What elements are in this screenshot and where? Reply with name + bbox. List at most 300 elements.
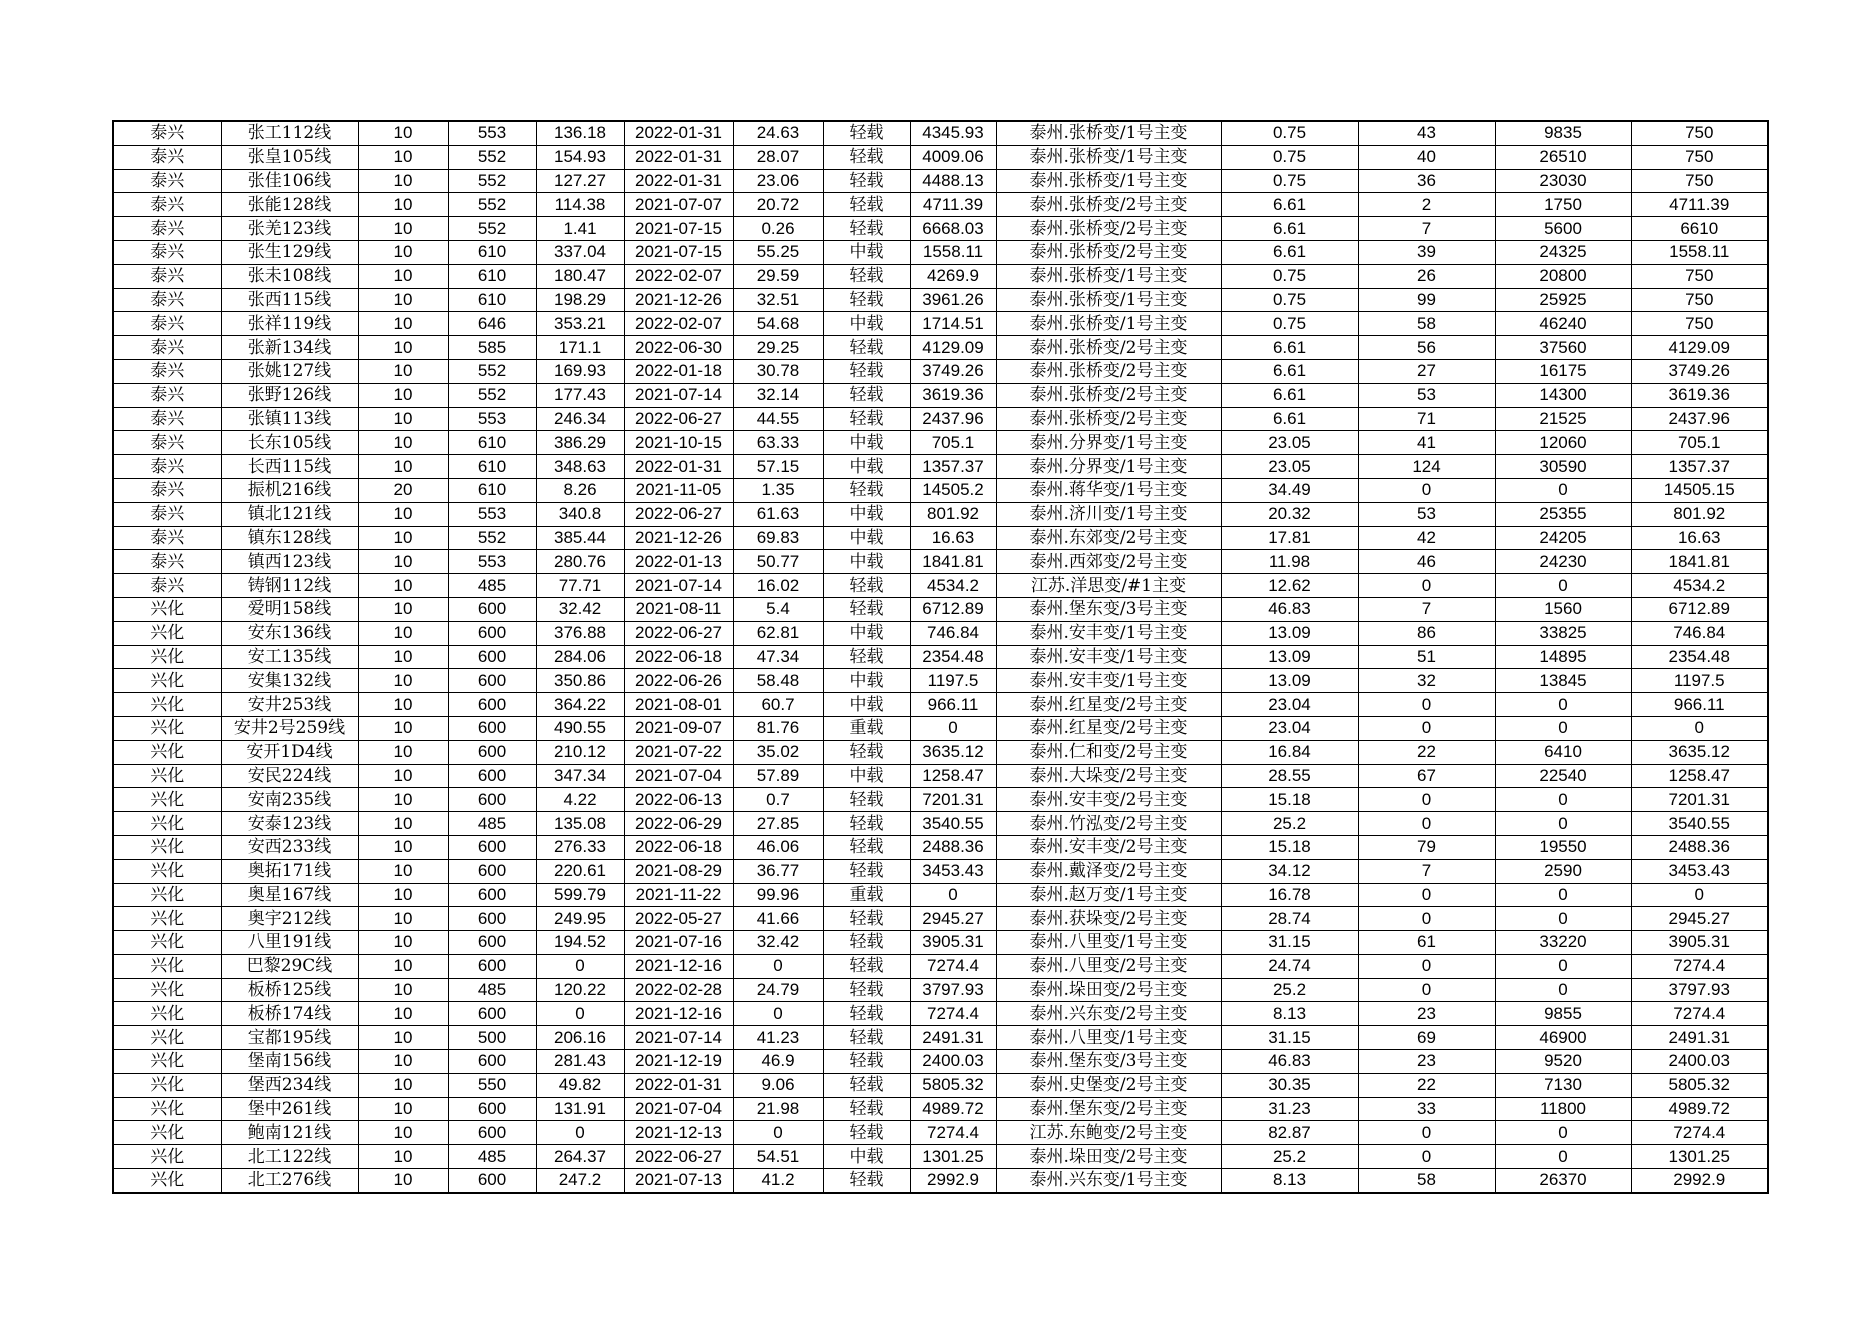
voltage-cell: 10 xyxy=(358,264,448,288)
capacity-cell: 550 xyxy=(448,1073,536,1097)
capacity-cell: 485 xyxy=(448,978,536,1002)
user-capacity-cell: 11800 xyxy=(1495,1097,1631,1121)
voltage-cell: 10 xyxy=(358,883,448,907)
line-name-cell: 安开1D4线 xyxy=(221,740,358,764)
user-count-cell: 124 xyxy=(1358,455,1495,479)
user-count-cell: 61 xyxy=(1358,931,1495,955)
load-cell: 169.93 xyxy=(536,359,624,383)
voltage-cell: 20 xyxy=(358,478,448,502)
transformer-cell: 泰州.张桥变/2号主变 xyxy=(996,383,1221,407)
date-cell: 2021-07-14 xyxy=(624,574,733,598)
table-row xyxy=(113,359,1768,383)
spare-capacity-cell: 0 xyxy=(910,883,996,907)
load-rate-cell: 41.2 xyxy=(733,1169,823,1193)
spare-capacity-cell: 4989.72 xyxy=(910,1097,996,1121)
load-cell: 194.52 xyxy=(536,931,624,955)
load-rate-cell: 50.77 xyxy=(733,550,823,574)
line-name-cell: 北工276线 xyxy=(221,1169,358,1193)
available-capacity-cell: 705.1 xyxy=(1631,431,1768,455)
load-rate-cell: 35.02 xyxy=(733,740,823,764)
transformer-cell: 泰州.兴东变/1号主变 xyxy=(996,1169,1221,1193)
line-name-cell: 安东136线 xyxy=(221,621,358,645)
transformer-cell: 泰州.八里变/2号主变 xyxy=(996,954,1221,978)
load-status-cell: 轻载 xyxy=(823,1121,910,1145)
table-row xyxy=(113,217,1768,241)
available-capacity-cell: 2400.03 xyxy=(1631,1050,1768,1074)
voltage-cell: 10 xyxy=(358,1026,448,1050)
capacity-cell: 600 xyxy=(448,788,536,812)
user-count-cell: 51 xyxy=(1358,645,1495,669)
capacity-cell: 600 xyxy=(448,669,536,693)
line-name-cell: 宝都195线 xyxy=(221,1026,358,1050)
transformer-cell: 泰州.堡东变/3号主变 xyxy=(996,597,1221,621)
date-cell: 2022-01-31 xyxy=(624,145,733,169)
transformer-load-cell: 82.87 xyxy=(1221,1121,1358,1145)
load-status-cell: 轻载 xyxy=(823,407,910,431)
load-rate-cell: 16.02 xyxy=(733,574,823,598)
region-cell: 泰兴 xyxy=(113,193,221,217)
capacity-cell: 600 xyxy=(448,954,536,978)
table-row xyxy=(113,121,1768,145)
load-status-cell: 重载 xyxy=(823,883,910,907)
date-cell: 2022-01-13 xyxy=(624,550,733,574)
table-row xyxy=(113,788,1768,812)
voltage-cell: 10 xyxy=(358,1073,448,1097)
table-row xyxy=(113,336,1768,360)
line-name-cell: 长西115线 xyxy=(221,455,358,479)
voltage-cell: 10 xyxy=(358,288,448,312)
table-row xyxy=(113,574,1768,598)
load-rate-cell: 28.07 xyxy=(733,145,823,169)
user-capacity-cell: 0 xyxy=(1495,812,1631,836)
user-capacity-cell: 2590 xyxy=(1495,859,1631,883)
table-row xyxy=(113,193,1768,217)
user-capacity-cell: 14300 xyxy=(1495,383,1631,407)
date-cell: 2021-08-29 xyxy=(624,859,733,883)
load-rate-cell: 46.9 xyxy=(733,1050,823,1074)
spare-capacity-cell: 746.84 xyxy=(910,621,996,645)
user-capacity-cell: 21525 xyxy=(1495,407,1631,431)
load-status-cell: 轻载 xyxy=(823,1002,910,1026)
transformer-load-cell: 34.12 xyxy=(1221,859,1358,883)
region-cell: 泰兴 xyxy=(113,312,221,336)
date-cell: 2021-12-13 xyxy=(624,1121,733,1145)
user-count-cell: 0 xyxy=(1358,1121,1495,1145)
voltage-cell: 10 xyxy=(358,1121,448,1145)
user-count-cell: 69 xyxy=(1358,1026,1495,1050)
load-rate-cell: 60.7 xyxy=(733,693,823,717)
line-name-cell: 板桥125线 xyxy=(221,978,358,1002)
user-count-cell: 33 xyxy=(1358,1097,1495,1121)
load-cell: 0 xyxy=(536,954,624,978)
load-cell: 281.43 xyxy=(536,1050,624,1074)
load-rate-cell: 0 xyxy=(733,954,823,978)
table-row xyxy=(113,383,1768,407)
line-name-cell: 奥拓171线 xyxy=(221,859,358,883)
date-cell: 2021-07-07 xyxy=(624,193,733,217)
user-count-cell: 42 xyxy=(1358,526,1495,550)
user-capacity-cell: 25355 xyxy=(1495,502,1631,526)
line-name-cell: 板桥174线 xyxy=(221,1002,358,1026)
spare-capacity-cell: 3905.31 xyxy=(910,931,996,955)
available-capacity-cell: 7274.4 xyxy=(1631,1121,1768,1145)
line-name-cell: 镇西123线 xyxy=(221,550,358,574)
load-cell: 114.38 xyxy=(536,193,624,217)
load-rate-cell: 1.35 xyxy=(733,478,823,502)
date-cell: 2022-02-07 xyxy=(624,264,733,288)
date-cell: 2022-06-27 xyxy=(624,502,733,526)
voltage-cell: 10 xyxy=(358,383,448,407)
load-status-cell: 轻载 xyxy=(823,359,910,383)
load-status-cell: 轻载 xyxy=(823,645,910,669)
user-capacity-cell: 0 xyxy=(1495,954,1631,978)
transformer-cell: 泰州.安丰变/1号主变 xyxy=(996,669,1221,693)
voltage-cell: 10 xyxy=(358,835,448,859)
load-rate-cell: 0.26 xyxy=(733,217,823,241)
spare-capacity-cell: 4534.2 xyxy=(910,574,996,598)
user-capacity-cell: 5600 xyxy=(1495,217,1631,241)
user-count-cell: 32 xyxy=(1358,669,1495,693)
transformer-load-cell: 28.74 xyxy=(1221,907,1358,931)
available-capacity-cell: 1558.11 xyxy=(1631,240,1768,264)
available-capacity-cell: 0 xyxy=(1631,883,1768,907)
capacity-cell: 600 xyxy=(448,764,536,788)
transformer-load-cell: 20.32 xyxy=(1221,502,1358,526)
table-row xyxy=(113,954,1768,978)
transformer-load-cell: 0.75 xyxy=(1221,145,1358,169)
line-name-cell: 奥宇212线 xyxy=(221,907,358,931)
user-capacity-cell: 0 xyxy=(1495,693,1631,717)
transformer-load-cell: 23.05 xyxy=(1221,431,1358,455)
spare-capacity-cell: 1841.81 xyxy=(910,550,996,574)
load-rate-cell: 58.48 xyxy=(733,669,823,693)
voltage-cell: 10 xyxy=(358,431,448,455)
available-capacity-cell: 750 xyxy=(1631,264,1768,288)
transformer-cell: 泰州.济川变/1号主变 xyxy=(996,502,1221,526)
spare-capacity-cell: 3540.55 xyxy=(910,812,996,836)
voltage-cell: 10 xyxy=(358,1169,448,1193)
line-name-cell: 张新134线 xyxy=(221,336,358,360)
region-cell: 兴化 xyxy=(113,764,221,788)
load-cell: 177.43 xyxy=(536,383,624,407)
transformer-load-cell: 6.61 xyxy=(1221,407,1358,431)
line-name-cell: 巴黎29C线 xyxy=(221,954,358,978)
transformer-cell: 江苏.东鲍变/2号主变 xyxy=(996,1121,1221,1145)
load-status-cell: 轻载 xyxy=(823,478,910,502)
user-capacity-cell: 46240 xyxy=(1495,312,1631,336)
load-cell: 386.29 xyxy=(536,431,624,455)
load-status-cell: 轻载 xyxy=(823,1050,910,1074)
region-cell: 兴化 xyxy=(113,716,221,740)
date-cell: 2022-01-31 xyxy=(624,121,733,145)
date-cell: 2021-07-13 xyxy=(624,1169,733,1193)
line-name-cell: 堡南156线 xyxy=(221,1050,358,1074)
table-row xyxy=(113,764,1768,788)
transformer-load-cell: 30.35 xyxy=(1221,1073,1358,1097)
user-count-cell: 99 xyxy=(1358,288,1495,312)
spare-capacity-cell: 6668.03 xyxy=(910,217,996,241)
date-cell: 2021-08-01 xyxy=(624,693,733,717)
user-count-cell: 39 xyxy=(1358,240,1495,264)
line-name-cell: 堡西234线 xyxy=(221,1073,358,1097)
line-name-cell: 张镇113线 xyxy=(221,407,358,431)
spare-capacity-cell: 3961.26 xyxy=(910,288,996,312)
capacity-cell: 610 xyxy=(448,264,536,288)
load-rate-cell: 57.15 xyxy=(733,455,823,479)
spare-capacity-cell: 801.92 xyxy=(910,502,996,526)
capacity-cell: 485 xyxy=(448,1145,536,1169)
load-status-cell: 轻载 xyxy=(823,288,910,312)
user-count-cell: 0 xyxy=(1358,812,1495,836)
load-status-cell: 轻载 xyxy=(823,336,910,360)
load-status-cell: 中载 xyxy=(823,669,910,693)
load-cell: 280.76 xyxy=(536,550,624,574)
capacity-cell: 610 xyxy=(448,478,536,502)
voltage-cell: 10 xyxy=(358,169,448,193)
user-count-cell: 58 xyxy=(1358,312,1495,336)
voltage-cell: 10 xyxy=(358,716,448,740)
load-cell: 348.63 xyxy=(536,455,624,479)
date-cell: 2022-06-18 xyxy=(624,645,733,669)
transformer-cell: 泰州.张桥变/1号主变 xyxy=(996,288,1221,312)
transformer-load-cell: 6.61 xyxy=(1221,240,1358,264)
load-rate-cell: 29.59 xyxy=(733,264,823,288)
voltage-cell: 10 xyxy=(358,502,448,526)
transformer-cell: 泰州.大垛变/2号主变 xyxy=(996,764,1221,788)
user-count-cell: 0 xyxy=(1358,883,1495,907)
table-row xyxy=(113,288,1768,312)
load-cell: 127.27 xyxy=(536,169,624,193)
date-cell: 2021-07-04 xyxy=(624,1097,733,1121)
transformer-cell: 泰州.张桥变/2号主变 xyxy=(996,217,1221,241)
transformer-load-cell: 46.83 xyxy=(1221,1050,1358,1074)
spare-capacity-cell: 2491.31 xyxy=(910,1026,996,1050)
available-capacity-cell: 2488.36 xyxy=(1631,835,1768,859)
user-count-cell: 46 xyxy=(1358,550,1495,574)
user-count-cell: 0 xyxy=(1358,1145,1495,1169)
transformer-cell: 泰州.八里变/1号主变 xyxy=(996,1026,1221,1050)
user-count-cell: 7 xyxy=(1358,859,1495,883)
spare-capacity-cell: 1357.37 xyxy=(910,455,996,479)
available-capacity-cell: 6610 xyxy=(1631,217,1768,241)
user-count-cell: 43 xyxy=(1358,121,1495,145)
date-cell: 2021-08-11 xyxy=(624,597,733,621)
transformer-cell: 泰州.张桥变/1号主变 xyxy=(996,121,1221,145)
region-cell: 泰兴 xyxy=(113,240,221,264)
transformer-load-cell: 11.98 xyxy=(1221,550,1358,574)
spare-capacity-cell: 3749.26 xyxy=(910,359,996,383)
transformer-load-cell: 17.81 xyxy=(1221,526,1358,550)
table-row xyxy=(113,1145,1768,1169)
voltage-cell: 10 xyxy=(358,621,448,645)
user-capacity-cell: 0 xyxy=(1495,883,1631,907)
table-row xyxy=(113,978,1768,1002)
table-row xyxy=(113,264,1768,288)
capacity-cell: 600 xyxy=(448,907,536,931)
available-capacity-cell: 3453.43 xyxy=(1631,859,1768,883)
capacity-cell: 600 xyxy=(448,1169,536,1193)
voltage-cell: 10 xyxy=(358,954,448,978)
load-cell: 337.04 xyxy=(536,240,624,264)
load-rate-cell: 81.76 xyxy=(733,716,823,740)
region-cell: 泰兴 xyxy=(113,383,221,407)
user-capacity-cell: 19550 xyxy=(1495,835,1631,859)
available-capacity-cell: 1301.25 xyxy=(1631,1145,1768,1169)
table-row xyxy=(113,478,1768,502)
table-row xyxy=(113,859,1768,883)
transformer-load-cell: 25.2 xyxy=(1221,812,1358,836)
date-cell: 2021-12-26 xyxy=(624,288,733,312)
voltage-cell: 10 xyxy=(358,907,448,931)
spare-capacity-cell: 4345.93 xyxy=(910,121,996,145)
load-status-cell: 轻载 xyxy=(823,121,910,145)
load-cell: 8.26 xyxy=(536,478,624,502)
line-name-cell: 安工135线 xyxy=(221,645,358,669)
available-capacity-cell: 1258.47 xyxy=(1631,764,1768,788)
user-capacity-cell: 12060 xyxy=(1495,431,1631,455)
line-name-cell: 安西233线 xyxy=(221,835,358,859)
voltage-cell: 10 xyxy=(358,240,448,264)
transformer-cell: 泰州.张桥变/1号主变 xyxy=(996,169,1221,193)
transformer-load-cell: 15.18 xyxy=(1221,788,1358,812)
spare-capacity-cell: 1558.11 xyxy=(910,240,996,264)
load-status-cell: 轻载 xyxy=(823,383,910,407)
line-name-cell: 安泰123线 xyxy=(221,812,358,836)
available-capacity-cell: 966.11 xyxy=(1631,693,1768,717)
transformer-cell: 泰州.张桥变/2号主变 xyxy=(996,240,1221,264)
date-cell: 2021-09-07 xyxy=(624,716,733,740)
transformer-cell: 泰州.张桥变/1号主变 xyxy=(996,312,1221,336)
transformer-load-cell: 6.61 xyxy=(1221,193,1358,217)
user-count-cell: 7 xyxy=(1358,597,1495,621)
table-row xyxy=(113,931,1768,955)
user-count-cell: 23 xyxy=(1358,1002,1495,1026)
load-status-cell: 轻载 xyxy=(823,1073,910,1097)
transformer-cell: 泰州.蒋华变/1号主变 xyxy=(996,478,1221,502)
load-status-cell: 轻载 xyxy=(823,1097,910,1121)
region-cell: 兴化 xyxy=(113,1050,221,1074)
capacity-cell: 552 xyxy=(448,169,536,193)
table-row xyxy=(113,835,1768,859)
transformer-load-cell: 8.13 xyxy=(1221,1002,1358,1026)
available-capacity-cell: 2945.27 xyxy=(1631,907,1768,931)
load-rate-cell: 69.83 xyxy=(733,526,823,550)
load-rate-cell: 54.51 xyxy=(733,1145,823,1169)
spare-capacity-cell: 16.63 xyxy=(910,526,996,550)
line-name-cell: 振机216线 xyxy=(221,478,358,502)
capacity-cell: 552 xyxy=(448,359,536,383)
voltage-cell: 10 xyxy=(358,1097,448,1121)
voltage-cell: 10 xyxy=(358,812,448,836)
transformer-cell: 泰州.八里变/1号主变 xyxy=(996,931,1221,955)
region-cell: 兴化 xyxy=(113,788,221,812)
table-row xyxy=(113,526,1768,550)
table-row xyxy=(113,169,1768,193)
date-cell: 2022-02-07 xyxy=(624,312,733,336)
table-row xyxy=(113,1026,1768,1050)
region-cell: 泰兴 xyxy=(113,264,221,288)
user-count-cell: 22 xyxy=(1358,1073,1495,1097)
load-rate-cell: 36.77 xyxy=(733,859,823,883)
user-capacity-cell: 23030 xyxy=(1495,169,1631,193)
load-status-cell: 轻载 xyxy=(823,169,910,193)
region-cell: 泰兴 xyxy=(113,431,221,455)
transformer-cell: 泰州.垛田变/2号主变 xyxy=(996,978,1221,1002)
load-rate-cell: 57.89 xyxy=(733,764,823,788)
capacity-cell: 600 xyxy=(448,716,536,740)
load-rate-cell: 27.85 xyxy=(733,812,823,836)
capacity-cell: 600 xyxy=(448,931,536,955)
transformer-cell: 江苏.洋思变/#1主变 xyxy=(996,574,1221,598)
spare-capacity-cell: 2400.03 xyxy=(910,1050,996,1074)
table-row xyxy=(113,240,1768,264)
user-capacity-cell: 6410 xyxy=(1495,740,1631,764)
available-capacity-cell: 14505.15 xyxy=(1631,478,1768,502)
capacity-cell: 552 xyxy=(448,145,536,169)
capacity-cell: 610 xyxy=(448,288,536,312)
load-cell: 77.71 xyxy=(536,574,624,598)
voltage-cell: 10 xyxy=(358,978,448,1002)
load-cell: 353.21 xyxy=(536,312,624,336)
spare-capacity-cell: 14505.2 xyxy=(910,478,996,502)
user-capacity-cell: 25925 xyxy=(1495,288,1631,312)
load-rate-cell: 55.25 xyxy=(733,240,823,264)
region-cell: 兴化 xyxy=(113,1026,221,1050)
user-count-cell: 0 xyxy=(1358,978,1495,1002)
capacity-cell: 485 xyxy=(448,574,536,598)
region-cell: 兴化 xyxy=(113,1121,221,1145)
transformer-cell: 泰州.堡东变/3号主变 xyxy=(996,1050,1221,1074)
load-status-cell: 轻载 xyxy=(823,264,910,288)
load-cell: 131.91 xyxy=(536,1097,624,1121)
load-status-cell: 中载 xyxy=(823,693,910,717)
date-cell: 2021-07-14 xyxy=(624,383,733,407)
date-cell: 2022-06-27 xyxy=(624,621,733,645)
load-cell: 1.41 xyxy=(536,217,624,241)
table-row xyxy=(113,669,1768,693)
load-status-cell: 中载 xyxy=(823,431,910,455)
transformer-load-cell: 8.13 xyxy=(1221,1169,1358,1193)
load-status-cell: 重载 xyxy=(823,716,910,740)
voltage-cell: 10 xyxy=(358,1050,448,1074)
load-cell: 364.22 xyxy=(536,693,624,717)
user-capacity-cell: 0 xyxy=(1495,1121,1631,1145)
load-status-cell: 轻载 xyxy=(823,217,910,241)
transformer-load-cell: 31.15 xyxy=(1221,931,1358,955)
user-count-cell: 53 xyxy=(1358,502,1495,526)
capacity-cell: 552 xyxy=(448,217,536,241)
load-status-cell: 轻载 xyxy=(823,1026,910,1050)
transformer-cell: 泰州.安丰变/1号主变 xyxy=(996,645,1221,669)
spare-capacity-cell: 2945.27 xyxy=(910,907,996,931)
load-cell: 0 xyxy=(536,1002,624,1026)
available-capacity-cell: 746.84 xyxy=(1631,621,1768,645)
load-status-cell: 中载 xyxy=(823,312,910,336)
load-status-cell: 轻载 xyxy=(823,788,910,812)
load-rate-cell: 41.66 xyxy=(733,907,823,931)
region-cell: 泰兴 xyxy=(113,455,221,479)
table-row xyxy=(113,431,1768,455)
line-name-cell: 爱明158线 xyxy=(221,597,358,621)
region-cell: 泰兴 xyxy=(113,502,221,526)
load-cell: 490.55 xyxy=(536,716,624,740)
transformer-load-cell: 46.83 xyxy=(1221,597,1358,621)
capacity-cell: 600 xyxy=(448,1097,536,1121)
spare-capacity-cell: 2354.48 xyxy=(910,645,996,669)
transformer-cell: 泰州.张桥变/2号主变 xyxy=(996,193,1221,217)
load-status-cell: 轻载 xyxy=(823,574,910,598)
line-name-cell: 张未108线 xyxy=(221,264,358,288)
